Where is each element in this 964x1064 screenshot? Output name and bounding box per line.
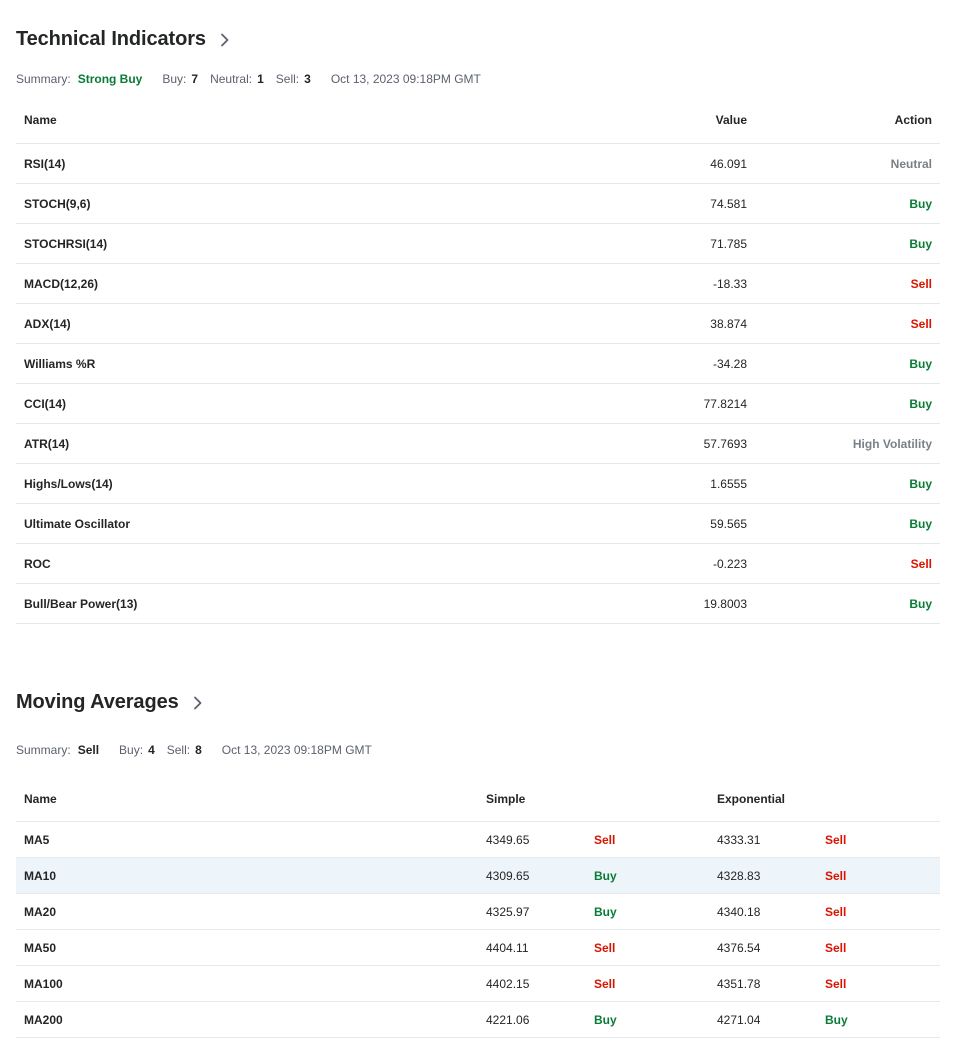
moving-averages-summary [16,743,372,757]
ma-simple-action: Sell [594,832,616,847]
ma-simple-action: Buy [594,1012,617,1027]
indicator-value: 77.8214 [703,396,747,411]
moving-averages-title: Moving Averages [16,691,179,713]
ma-name: MA5 [24,832,50,847]
indicator-action: Buy [909,356,932,371]
indicator-name: Bull/Bear Power(13) [24,596,138,611]
indicator-name: Ultimate Oscillator [24,516,131,531]
header-simple: Simple [486,791,526,806]
ma-name: MA20 [24,904,57,919]
indicator-value: 46.091 [710,156,747,171]
indicator-action: Buy [909,516,932,531]
summary-timestamp: Oct 13, 2023 09:18PM GMT [221,743,372,757]
indicator-value: 57.7693 [703,436,747,451]
indicator-name: Williams %R [24,356,96,371]
indicator-value: 19.8003 [703,596,747,611]
technical-summary [16,72,481,86]
indicator-action: Sell [910,316,932,331]
indicator-value: 1.6555 [710,476,747,491]
summary-label: Summary: [16,743,71,757]
ma-simple-value: 4309.65 [486,868,530,883]
technical-indicators-title: Technical Indicators [16,28,206,50]
table-header [16,96,940,144]
moving-averages-header[interactable] [16,691,203,714]
table-row[interactable] [16,894,940,930]
ma-exponential-action: Sell [825,832,847,847]
ma-simple-value: 4221.06 [486,1012,530,1027]
indicator-name: ROC [24,556,51,571]
ma-exponential-value: 4340.18 [717,904,761,919]
sell-count-label: Sell: [166,743,191,757]
indicator-action: Buy [909,596,932,611]
indicator-action: Buy [909,396,932,411]
indicator-name: Highs/Lows(14) [24,476,113,491]
buy-count: 4 [148,743,155,757]
indicator-action: Buy [909,196,932,211]
ma-exponential-value: 4333.31 [717,832,761,847]
buy-count: 7 [191,72,199,86]
ma-name: MA200 [24,1012,63,1027]
summary-timestamp: Oct 13, 2023 09:18PM GMT [330,72,481,86]
table-row[interactable] [16,144,940,184]
indicator-value: -18.33 [712,276,747,291]
ma-simple-action: Buy [594,904,617,919]
indicator-action: Buy [909,476,932,491]
header-name: Name [24,791,57,806]
indicator-value: 38.874 [710,316,747,331]
ma-exponential-action: Buy [825,1012,848,1027]
indicator-action: Sell [910,276,932,291]
chevron-right-icon [193,696,203,710]
ma-exponential-value: 4328.83 [717,868,761,883]
table-row[interactable] [16,1002,940,1038]
indicator-name: ATR(14) [24,436,70,451]
indicator-name: RSI(14) [24,156,66,171]
buy-count-label: Buy: [162,72,187,86]
table-row[interactable] [16,184,940,224]
table-row[interactable] [16,966,940,1002]
indicator-name: STOCH(9,6) [24,196,91,211]
ma-name: MA10 [24,868,57,883]
indicator-action: Neutral [890,156,932,171]
header-exponential: Exponential [717,791,786,806]
ma-exponential-value: 4351.78 [717,976,761,991]
ma-exponential-action: Sell [825,904,847,919]
header-value: Value [715,112,747,127]
buy-count-label: Buy: [119,743,144,757]
technical-indicators-table [16,96,940,624]
table-row[interactable] [16,424,940,464]
indicator-value: 74.581 [710,196,747,211]
summary-label: Summary: [16,72,71,86]
table-row[interactable] [16,464,940,504]
table-row[interactable] [16,930,940,966]
table-row[interactable] [16,224,940,264]
indicator-action: High Volatility [852,436,932,451]
indicator-action: Sell [910,556,932,571]
indicator-name: STOCHRSI(14) [24,236,108,251]
ma-exponential-value: 4271.04 [717,1012,761,1027]
table-row[interactable] [16,584,940,624]
neutral-count-label: Neutral: [210,72,253,86]
indicator-action: Buy [909,236,932,251]
indicator-value: 59.565 [710,516,747,531]
summary-value: Strong Buy [77,72,143,86]
table-row[interactable] [16,544,940,584]
indicator-value: -34.28 [712,356,747,371]
ma-simple-value: 4404.11 [486,940,529,955]
ma-simple-value: 4402.15 [486,976,530,991]
table-row[interactable] [16,304,940,344]
table-row[interactable] [16,822,940,858]
neutral-count: 1 [257,72,264,86]
ma-simple-action: Sell [594,976,616,991]
indicator-value: 71.785 [710,236,747,251]
header-action: Action [894,112,932,127]
indicator-value: -0.223 [712,556,747,571]
table-row[interactable] [16,504,940,544]
ma-simple-value: 4325.97 [486,904,530,919]
ma-exponential-action: Sell [825,868,847,883]
ma-exponential-value: 4376.54 [717,940,761,955]
ma-simple-action: Sell [594,940,616,955]
chevron-right-icon [220,33,230,47]
sell-count: 8 [195,743,202,757]
header-name: Name [24,112,57,127]
sell-count-label: Sell: [275,72,300,86]
sell-count: 3 [304,72,311,86]
indicator-name: ADX(14) [24,316,71,331]
table-row[interactable] [16,264,940,304]
ma-exponential-action: Sell [825,976,847,991]
ma-name: MA50 [24,940,57,955]
table-row[interactable] [16,384,940,424]
table-row[interactable] [16,858,940,894]
indicator-name: CCI(14) [24,396,67,411]
ma-name: MA100 [24,976,63,991]
moving-averages-table [16,776,940,1038]
technical-indicators-header[interactable] [16,28,230,51]
summary-value: Sell [77,743,100,757]
ma-simple-action: Buy [594,868,617,883]
ma-exponential-action: Sell [825,940,847,955]
table-row[interactable] [16,344,940,384]
indicator-name: MACD(12,26) [24,276,99,291]
table-header [16,776,940,822]
ma-simple-value: 4349.65 [486,832,530,847]
